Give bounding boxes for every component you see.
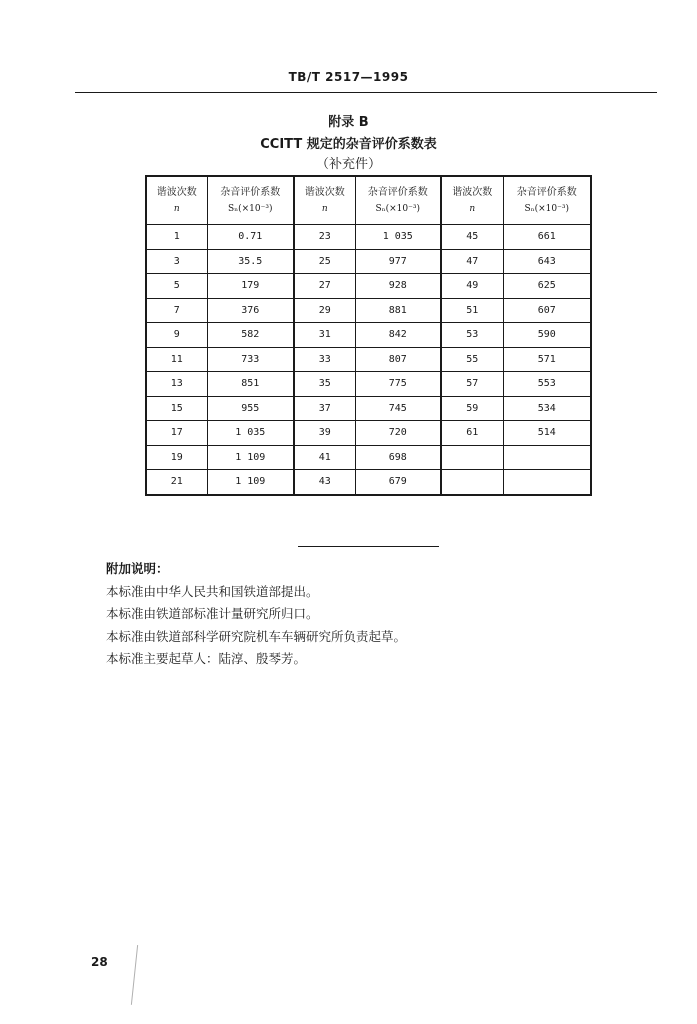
harmonic-order-cell: 9 [146,323,207,348]
notes-line: 本标准由铁道部科学研究院机车车辆研究所负责起草。 [106,628,407,644]
coefficient-cell: 35.5 [207,249,294,274]
harmonic-order-cell: 17 [146,421,207,446]
table-row [146,298,591,323]
harmonic-order-cell: 45 [441,225,503,250]
harmonic-order-cell: 5 [146,274,207,299]
coefficient-cell: 590 [503,323,591,348]
table-row [146,225,591,250]
table-row [146,421,591,446]
coefficient-cell: 733 [207,347,294,372]
harmonic-order-cell: 21 [146,470,207,495]
harmonic-order-cell: 23 [294,225,355,250]
harmonic-order-cell: 29 [294,298,355,323]
coefficient-cell: 775 [355,372,441,397]
harmonic-order-cell: 25 [294,249,355,274]
harmonic-order-cell: 59 [441,396,503,421]
coefficient-cell: 376 [207,298,294,323]
coefficient-cell: 661 [503,225,591,250]
header-harmonic-order: 谐波次数 n [146,176,207,225]
coefficient-cell: 625 [503,274,591,299]
harmonic-order-cell: 41 [294,445,355,470]
coefficient-cell: 1 035 [355,225,441,250]
coefficient-cell [503,445,591,470]
appendix-label: 附录 B [328,115,369,130]
coefficient-cell: 553 [503,372,591,397]
coefficient-cell: 1 109 [207,470,294,495]
harmonic-order-cell: 15 [146,396,207,421]
harmonic-order-cell: 43 [294,470,355,495]
header-coefficient: 杂音评价系数 Sₙ(×10⁻³) [503,176,591,225]
document-header: TB/T 2517—1995 [288,70,409,84]
coefficient-cell: 534 [503,396,591,421]
table-row [146,445,591,470]
coefficient-cell: 807 [355,347,441,372]
harmonic-order-cell: 49 [441,274,503,299]
coefficient-cell [503,470,591,495]
harmonic-order-cell: 61 [441,421,503,446]
harmonic-order-cell: 31 [294,323,355,348]
coefficient-cell: 955 [207,396,294,421]
coefficient-cell: 514 [503,421,591,446]
notes-line: 本标准由铁道部标准计量研究所归口。 [106,606,319,621]
harmonic-order-cell: 19 [146,445,207,470]
harmonic-order-cell: 7 [146,298,207,323]
header-coefficient: 杂音评价系数 Sₙ(×10⁻³) [355,176,441,225]
coefficient-cell: 881 [355,298,441,323]
harmonic-order-cell [441,470,503,495]
harmonic-order-cell: 1 [146,225,207,250]
coefficient-cell: 179 [207,274,294,299]
table-subtitle: （补充件） [315,157,381,172]
harmonic-order-cell: 47 [441,249,503,274]
table-row [146,347,591,372]
harmonic-order-cell: 33 [294,347,355,372]
table-row [146,396,591,421]
harmonic-order-cell: 39 [294,421,355,446]
table-title: CCITT 规定的杂音评价系数表 [260,137,437,152]
coefficient-cell: 571 [503,347,591,372]
additional-notes [106,558,646,671]
section-divider [298,546,439,547]
coefficient-cell: 851 [207,372,294,397]
coefficient-cell: 720 [355,421,441,446]
harmonic-order-cell: 3 [146,249,207,274]
notes-line: 本标准由中华人民共和国铁道部提出。 [106,583,319,599]
coefficient-cell: 1 035 [207,421,294,446]
page-number: 28 [91,955,108,969]
table-header-row [146,176,591,225]
coefficient-cell: 928 [355,274,441,299]
coefficient-cell: 745 [355,396,441,421]
coefficient-cell: 607 [503,298,591,323]
header-harmonic-order: 谐波次数 n [294,176,355,225]
table-row [146,372,591,397]
coefficient-cell: 977 [355,249,441,274]
header-harmonic-order: 谐波次数 n [441,176,503,225]
coefficient-cell: 0.71 [207,225,294,250]
harmonic-order-cell: 27 [294,274,355,299]
harmonic-order-cell: 57 [441,372,503,397]
harmonic-order-cell [441,445,503,470]
notes-line: 本标准主要起草人：陆淳、殷琴芳。 [106,651,307,666]
coefficient-cell: 1 109 [207,445,294,470]
coefficient-cell: 679 [355,470,441,495]
table-row [146,470,591,495]
coefficient-table [145,175,592,496]
table-row [146,249,591,274]
coefficient-cell: 643 [503,249,591,274]
table-body [146,225,591,495]
coefficient-cell: 698 [355,445,441,470]
coefficient-cell: 842 [355,323,441,348]
header-coefficient: 杂音评价系数 Sₙ(×10⁻³) [207,176,294,225]
harmonic-order-cell: 13 [146,372,207,397]
coefficient-cell: 582 [207,323,294,348]
harmonic-order-cell: 51 [441,298,503,323]
harmonic-order-cell: 37 [294,396,355,421]
harmonic-order-cell: 11 [146,347,207,372]
header-rule [75,92,657,93]
table-row [146,323,591,348]
notes-heading: 附加说明： [106,561,169,576]
harmonic-order-cell: 53 [441,323,503,348]
harmonic-order-cell: 55 [441,347,503,372]
table-row [146,274,591,299]
scan-artifact [131,945,139,1005]
harmonic-order-cell: 35 [294,372,355,397]
